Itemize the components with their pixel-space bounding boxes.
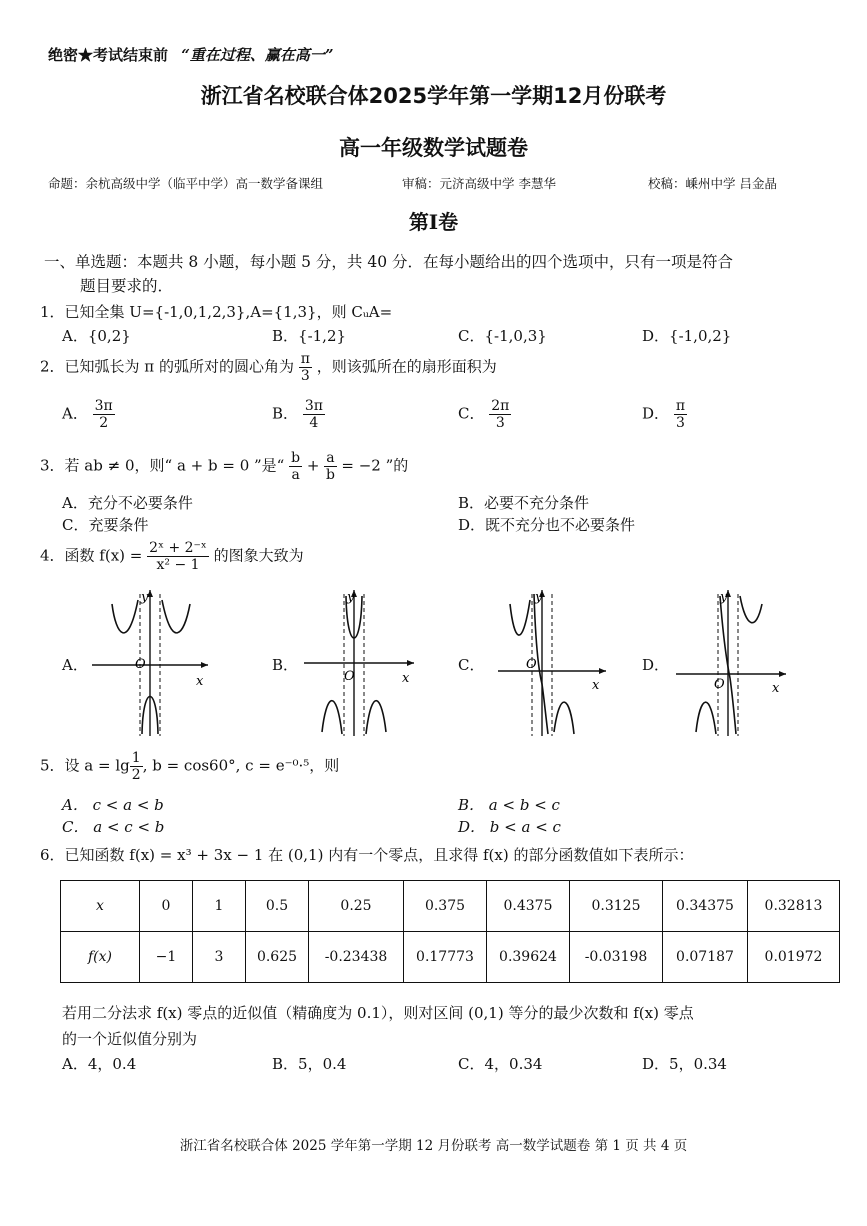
q2-option-d: [642, 398, 687, 431]
q6-stem: 6．已知函数 f(x) = x³ + 3x − 1 在 (0,1) 内有一个零点，且求得 f(x) 的部分函数值如下表所示：: [40, 846, 694, 864]
table-cell: 0.3125: [570, 881, 663, 932]
q2-option-c-denominator: 3: [495, 415, 505, 431]
q4-function-fraction: [147, 540, 209, 573]
q2-option-b: [272, 398, 325, 431]
q3-stem-end: = −2 ”的: [341, 456, 409, 475]
q3-option-c: C．充要条件: [62, 516, 149, 534]
table-cell: 0.4375: [487, 881, 570, 932]
q4-graph-b-origin: O: [344, 669, 355, 684]
table-cell: −1: [140, 932, 193, 983]
page-footer: 浙江省名校联合体 2025 学年第一学期 12 月份联考 高一数学试题卷 第 1 页 共 4 页: [179, 1138, 688, 1154]
q2-stem-end: ，则该弧所在的扇形面积为: [316, 357, 497, 376]
q2-option-a-fraction: [93, 398, 115, 431]
q2-stem: [40, 351, 497, 384]
reviewer: 审稿：元济高级中学 李慧华: [402, 176, 556, 191]
q2-option-b-label: B．: [272, 404, 299, 423]
q5-stem-start: 5．设 a = lg: [40, 756, 130, 775]
q4-graph-c-origin: O: [526, 657, 537, 672]
q2-option-d-denominator: 3: [675, 415, 685, 431]
table-cell: -0.23438: [309, 932, 404, 983]
table-cell: 0.07187: [663, 932, 748, 983]
q1-option-c: C．{-1,0,3}: [458, 327, 547, 345]
table-cell: x: [61, 881, 140, 932]
section-instruction-line1: 一、单选题：本题共 8 小题，每小题 5 分，共 40 分．在每小题给出的四个选项中，只有一项是符合: [44, 253, 734, 271]
q5-fraction: [130, 750, 143, 783]
table-cell: 3: [193, 932, 246, 983]
q2-option-c-numerator: 2π: [491, 398, 510, 414]
q4-denominator: x² − 1: [156, 557, 200, 573]
q4-graph-b-x-label: x: [402, 671, 410, 686]
table-cell: 0.625: [246, 932, 309, 983]
table-cell: 0.39624: [487, 932, 570, 983]
q2-option-a-numerator: 3π: [94, 398, 113, 414]
q2-option-c: [458, 398, 511, 431]
motto: “重在过程、赢在高一”: [181, 46, 334, 64]
q2-option-b-denominator: 4: [309, 415, 319, 431]
q4-graph-a-origin: O: [135, 657, 146, 672]
q2-option-a-denominator: 2: [99, 415, 109, 431]
table-cell: 0.01972: [748, 932, 840, 983]
table-cell: 0.17773: [404, 932, 487, 983]
q1-option-a: A．{0,2}: [62, 327, 131, 345]
q5-option-c: C． a < c < b: [62, 818, 165, 836]
table-cell: 0.5: [246, 881, 309, 932]
table-row: [61, 881, 840, 932]
q3-stem-start: 3．若 ab ≠ 0，则“ a + b = 0 ”是“: [40, 456, 285, 475]
q4-graph-d-origin: O: [714, 677, 725, 692]
exam-title: 浙江省名校联合体2025学年第一学期12月份联考: [200, 84, 667, 108]
q4-option-c-label: C．: [458, 656, 485, 674]
q2-option-b-fraction: [303, 398, 325, 431]
q4-stem-end: 的图象大致为: [213, 546, 304, 565]
q4-graph-a-x-label: x: [196, 674, 204, 689]
table-cell: f(x): [61, 932, 140, 983]
table-cell: 1: [193, 881, 246, 932]
q2-option-b-numerator: 3π: [304, 398, 323, 414]
checker: 校稿：嵊州中学 吕金晶: [648, 176, 777, 191]
q4-numerator: 2ˣ + 2⁻ˣ: [149, 540, 207, 556]
confidential-label: 绝密★考试结束前: [48, 46, 169, 64]
q1-option-d: D．{-1,0,2}: [642, 327, 732, 345]
q3-option-b: B．必要不充分条件: [458, 494, 590, 512]
q6-option-a: A．4，0.4: [62, 1055, 137, 1073]
table-row: [61, 932, 840, 983]
table-cell: 0.34375: [663, 881, 748, 932]
q4-option-b-label: B．: [272, 656, 299, 674]
q4-stem-start: 4．函数 f(x) =: [40, 546, 143, 565]
q6-value-table: [60, 880, 840, 983]
q4-graph-c: [498, 588, 608, 738]
q4-graph-c-y-label: y: [535, 590, 543, 605]
q2-option-c-label: C．: [458, 404, 485, 423]
q6-option-b: B．5，0.4: [272, 1055, 347, 1073]
q5-numerator: 1: [131, 750, 141, 766]
table-cell: 0.25: [309, 881, 404, 932]
q2-angle-numerator: π: [300, 351, 310, 367]
q1-option-b: B．{-1,2}: [272, 327, 347, 345]
q4-graph-d-x-label: x: [772, 681, 780, 696]
q6-option-d: D．5，0.34: [642, 1055, 727, 1073]
q4-option-a-label: A．: [62, 656, 88, 674]
q6-question-line1: 若用二分法求 f(x) 零点的近似值（精确度为 0.1），则对区间 (0,1) 等分的最少次数和 f(x) 零点: [62, 1004, 694, 1022]
q2-option-c-fraction: [489, 398, 511, 431]
q4-graph-a-y-label: y: [141, 590, 149, 605]
volume-title: 第Ⅰ卷: [408, 210, 459, 234]
section-instruction-line2: 题目要求的．: [80, 277, 174, 295]
proposer: 命题：余杭高级中学（临平中学）高一数学备课组: [48, 176, 324, 191]
confidential-header: [48, 44, 334, 65]
q3-f2-numerator: a: [326, 450, 335, 466]
q3-fraction-b-over-a: [289, 450, 302, 483]
q3-stem: [40, 450, 408, 483]
q3-option-a: A．充分不必要条件: [62, 494, 193, 512]
q4-graph-b-y-label: y: [347, 590, 355, 605]
q4-graph-d-y-label: y: [720, 590, 728, 605]
q2-angle-denominator: 3: [300, 368, 310, 384]
q1-stem: 1．已知全集 U={-1,0,1,2,3},A={1,3}，则 CᵤA=: [40, 303, 393, 321]
q3-fraction-a-over-b: [324, 450, 336, 483]
q5-stem-end: , b = cos60°, c = e⁻⁰·⁵，则: [142, 756, 340, 775]
q6-question-line2: 的一个近似值分别为: [62, 1030, 198, 1048]
table-cell: 0.375: [404, 881, 487, 932]
q5-stem: [40, 750, 339, 783]
q4-graph-a: [92, 588, 210, 738]
q5-option-b: B． a < b < c: [458, 796, 560, 814]
q3-option-d: D．既不充分也不必要条件: [458, 516, 636, 534]
q4-option-d-label: D．: [642, 656, 670, 674]
q2-option-d-numerator: π: [675, 398, 686, 414]
q5-denominator: 2: [131, 767, 141, 783]
q3-f1-denominator: a: [291, 467, 300, 483]
q4-graph-c-x-label: x: [592, 678, 600, 693]
q4-stem: [40, 540, 304, 573]
q2-option-a: [62, 398, 115, 431]
q4-graph-d: [676, 588, 788, 738]
q2-stem-start: 2．已知弧长为 π 的弧所对的圆心角为: [40, 357, 294, 376]
q4-graph-b: [304, 588, 416, 738]
table-cell: -0.03198: [570, 932, 663, 983]
q3-plus-sign: +: [306, 456, 320, 475]
q3-f1-numerator: b: [291, 450, 301, 466]
exam-subtitle: 高一年级数学试题卷: [339, 136, 528, 160]
table-cell: 0.32813: [748, 881, 840, 932]
q2-angle-fraction: [299, 351, 312, 384]
q2-option-d-fraction: [674, 398, 687, 431]
q6-option-c: C．4，0.34: [458, 1055, 543, 1073]
q5-option-a: A． c < a < b: [62, 796, 164, 814]
table-cell: 0: [140, 881, 193, 932]
q3-f2-denominator: b: [325, 467, 335, 483]
q2-option-a-label: A．: [62, 404, 88, 423]
q5-option-d: D． b < a < c: [458, 818, 561, 836]
q2-option-d-label: D．: [642, 404, 670, 423]
